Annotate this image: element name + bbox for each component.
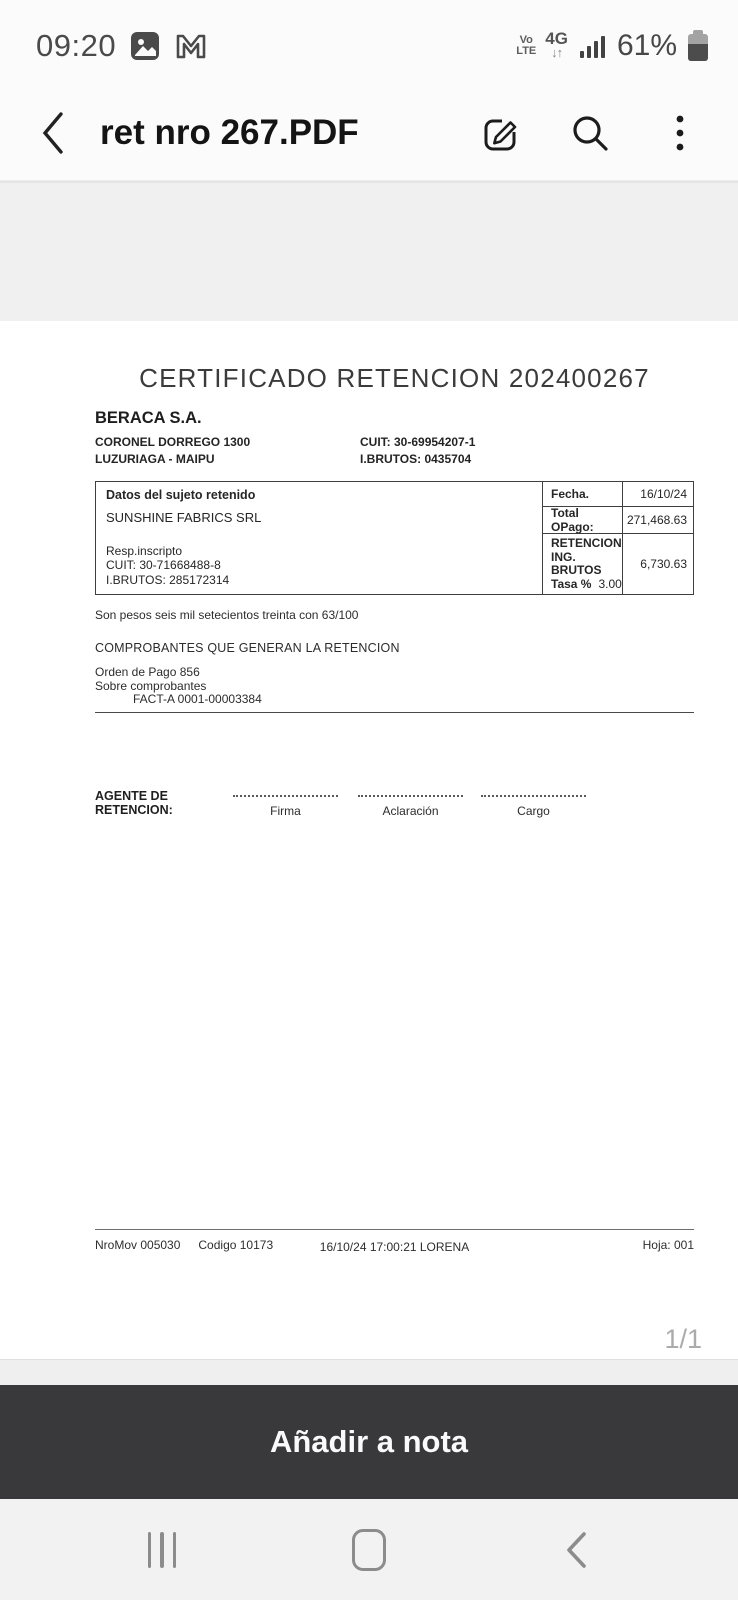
- amount-in-words: Son pesos seis mil setecientos treinta con 63/100: [95, 608, 359, 622]
- app-bar: [0, 85, 738, 181]
- retencion-label-cell: [543, 534, 623, 594]
- search-icon: [568, 111, 612, 155]
- back-button[interactable]: [40, 110, 70, 156]
- company-address-line: LUZURIAGA - MAIPU: [95, 452, 215, 466]
- company-address-line: CORONEL DORREGO 1300: [95, 435, 251, 449]
- total-label: Total OPago:: [543, 507, 623, 534]
- gallery-notification-icon: [130, 31, 160, 61]
- android-navigation-bar: [0, 1499, 738, 1600]
- subject-detail: CUIT: 30-71668488-8: [106, 558, 221, 572]
- retencion-value: 6,730.63: [640, 557, 687, 571]
- recents-button[interactable]: [140, 1526, 184, 1574]
- footer-hoja: Hoja: 001: [642, 1238, 694, 1252]
- footer-timestamp: 16/10/24 17:00:21 LORENA: [319, 1239, 470, 1254]
- dotted-line: [358, 789, 463, 797]
- tasa-value: 3.00: [598, 576, 622, 591]
- company-ibrutos: I.BRUTOS: 0435704: [360, 452, 472, 466]
- battery-percent: 61%: [616, 28, 677, 62]
- volte-indicator: Vo LTE: [516, 33, 537, 57]
- edit-button[interactable]: [478, 111, 522, 155]
- voucher-line: Sobre comprobantes: [95, 678, 207, 693]
- signature-section: [95, 789, 694, 818]
- network-type-indicator: 4G ↓↑: [545, 28, 568, 60]
- gmail-notification-icon: [174, 32, 208, 60]
- signature-field-aclaracion: [358, 789, 463, 818]
- home-button[interactable]: [347, 1526, 391, 1574]
- total-value: 271,468.63: [623, 507, 693, 534]
- viewer-background-gap-bottom: [0, 1359, 738, 1385]
- dotted-line: [233, 789, 338, 797]
- subject-detail: I.BRUTOS: 285172314: [106, 572, 230, 587]
- document-page[interactable]: [0, 321, 738, 1359]
- data-arrows-icon: ↓↑: [551, 44, 563, 60]
- document-footer: [95, 1229, 694, 1252]
- subject-cell: [96, 482, 543, 594]
- viewer-background-gap: [0, 181, 738, 321]
- page-indicator: 1/1: [664, 1324, 702, 1354]
- retention-table: [95, 481, 694, 595]
- add-to-note-label: Añadir a nota: [269, 1424, 469, 1459]
- document-content: [95, 321, 694, 1359]
- signature-label: Cargo: [517, 803, 550, 818]
- separator-line: [95, 712, 694, 713]
- signature-label: Firma: [270, 803, 301, 818]
- voucher-detail: FACT-A 0001-00003384: [133, 692, 262, 706]
- signature-label: Aclaración: [382, 803, 439, 818]
- subject-name: SUNSHINE FABRICS SRL: [106, 510, 262, 525]
- search-button[interactable]: [568, 111, 612, 155]
- fecha-value: 16/10/24: [623, 482, 693, 507]
- clock: 09:20: [36, 27, 117, 63]
- footer-codigo: Codigo 10173: [198, 1238, 274, 1252]
- agent-label: AGENTE DE RETENCION:: [95, 788, 173, 817]
- nav-back-icon: [564, 1528, 588, 1572]
- company-cuit: CUIT: 30-69954207-1: [360, 435, 476, 449]
- dotted-line: [481, 789, 586, 797]
- company-name: BERACA S.A.: [95, 409, 202, 427]
- edit-icon: [478, 111, 522, 155]
- chevron-left-icon: [40, 110, 66, 156]
- tasa-label: Tasa %: [551, 576, 592, 591]
- add-to-note-button[interactable]: [0, 1385, 738, 1499]
- voucher-line: Orden de Pago 856: [95, 665, 200, 679]
- signature-field-firma: [233, 789, 338, 818]
- signal-strength-icon: [580, 34, 605, 58]
- home-icon: [352, 1529, 386, 1571]
- overflow-menu-button[interactable]: [658, 111, 702, 155]
- battery-icon: [688, 30, 708, 61]
- retencion-label: ING. BRUTOS: [551, 549, 602, 577]
- certificate-title: CERTIFICADO RETENCION 202400267: [139, 363, 650, 393]
- subject-header: Datos del sujeto retenido: [106, 488, 256, 502]
- nav-back-button[interactable]: [554, 1526, 598, 1574]
- recents-icon: [148, 1532, 177, 1568]
- file-title: ret nro 267.PDF: [100, 112, 359, 152]
- subject-detail: Resp.inscripto: [106, 543, 183, 558]
- footer-nromov: NroMov 005030: [95, 1238, 181, 1252]
- signature-field-cargo: [481, 789, 586, 818]
- more-vertical-icon: [675, 111, 685, 155]
- status-bar: [0, 0, 738, 85]
- retencion-label: RETENCION: [551, 536, 622, 550]
- vouchers-header: COMPROBANTES QUE GENERAN LA RETENCION: [95, 641, 400, 655]
- company-details: [95, 434, 694, 468]
- fecha-label: Fecha.: [543, 482, 623, 507]
